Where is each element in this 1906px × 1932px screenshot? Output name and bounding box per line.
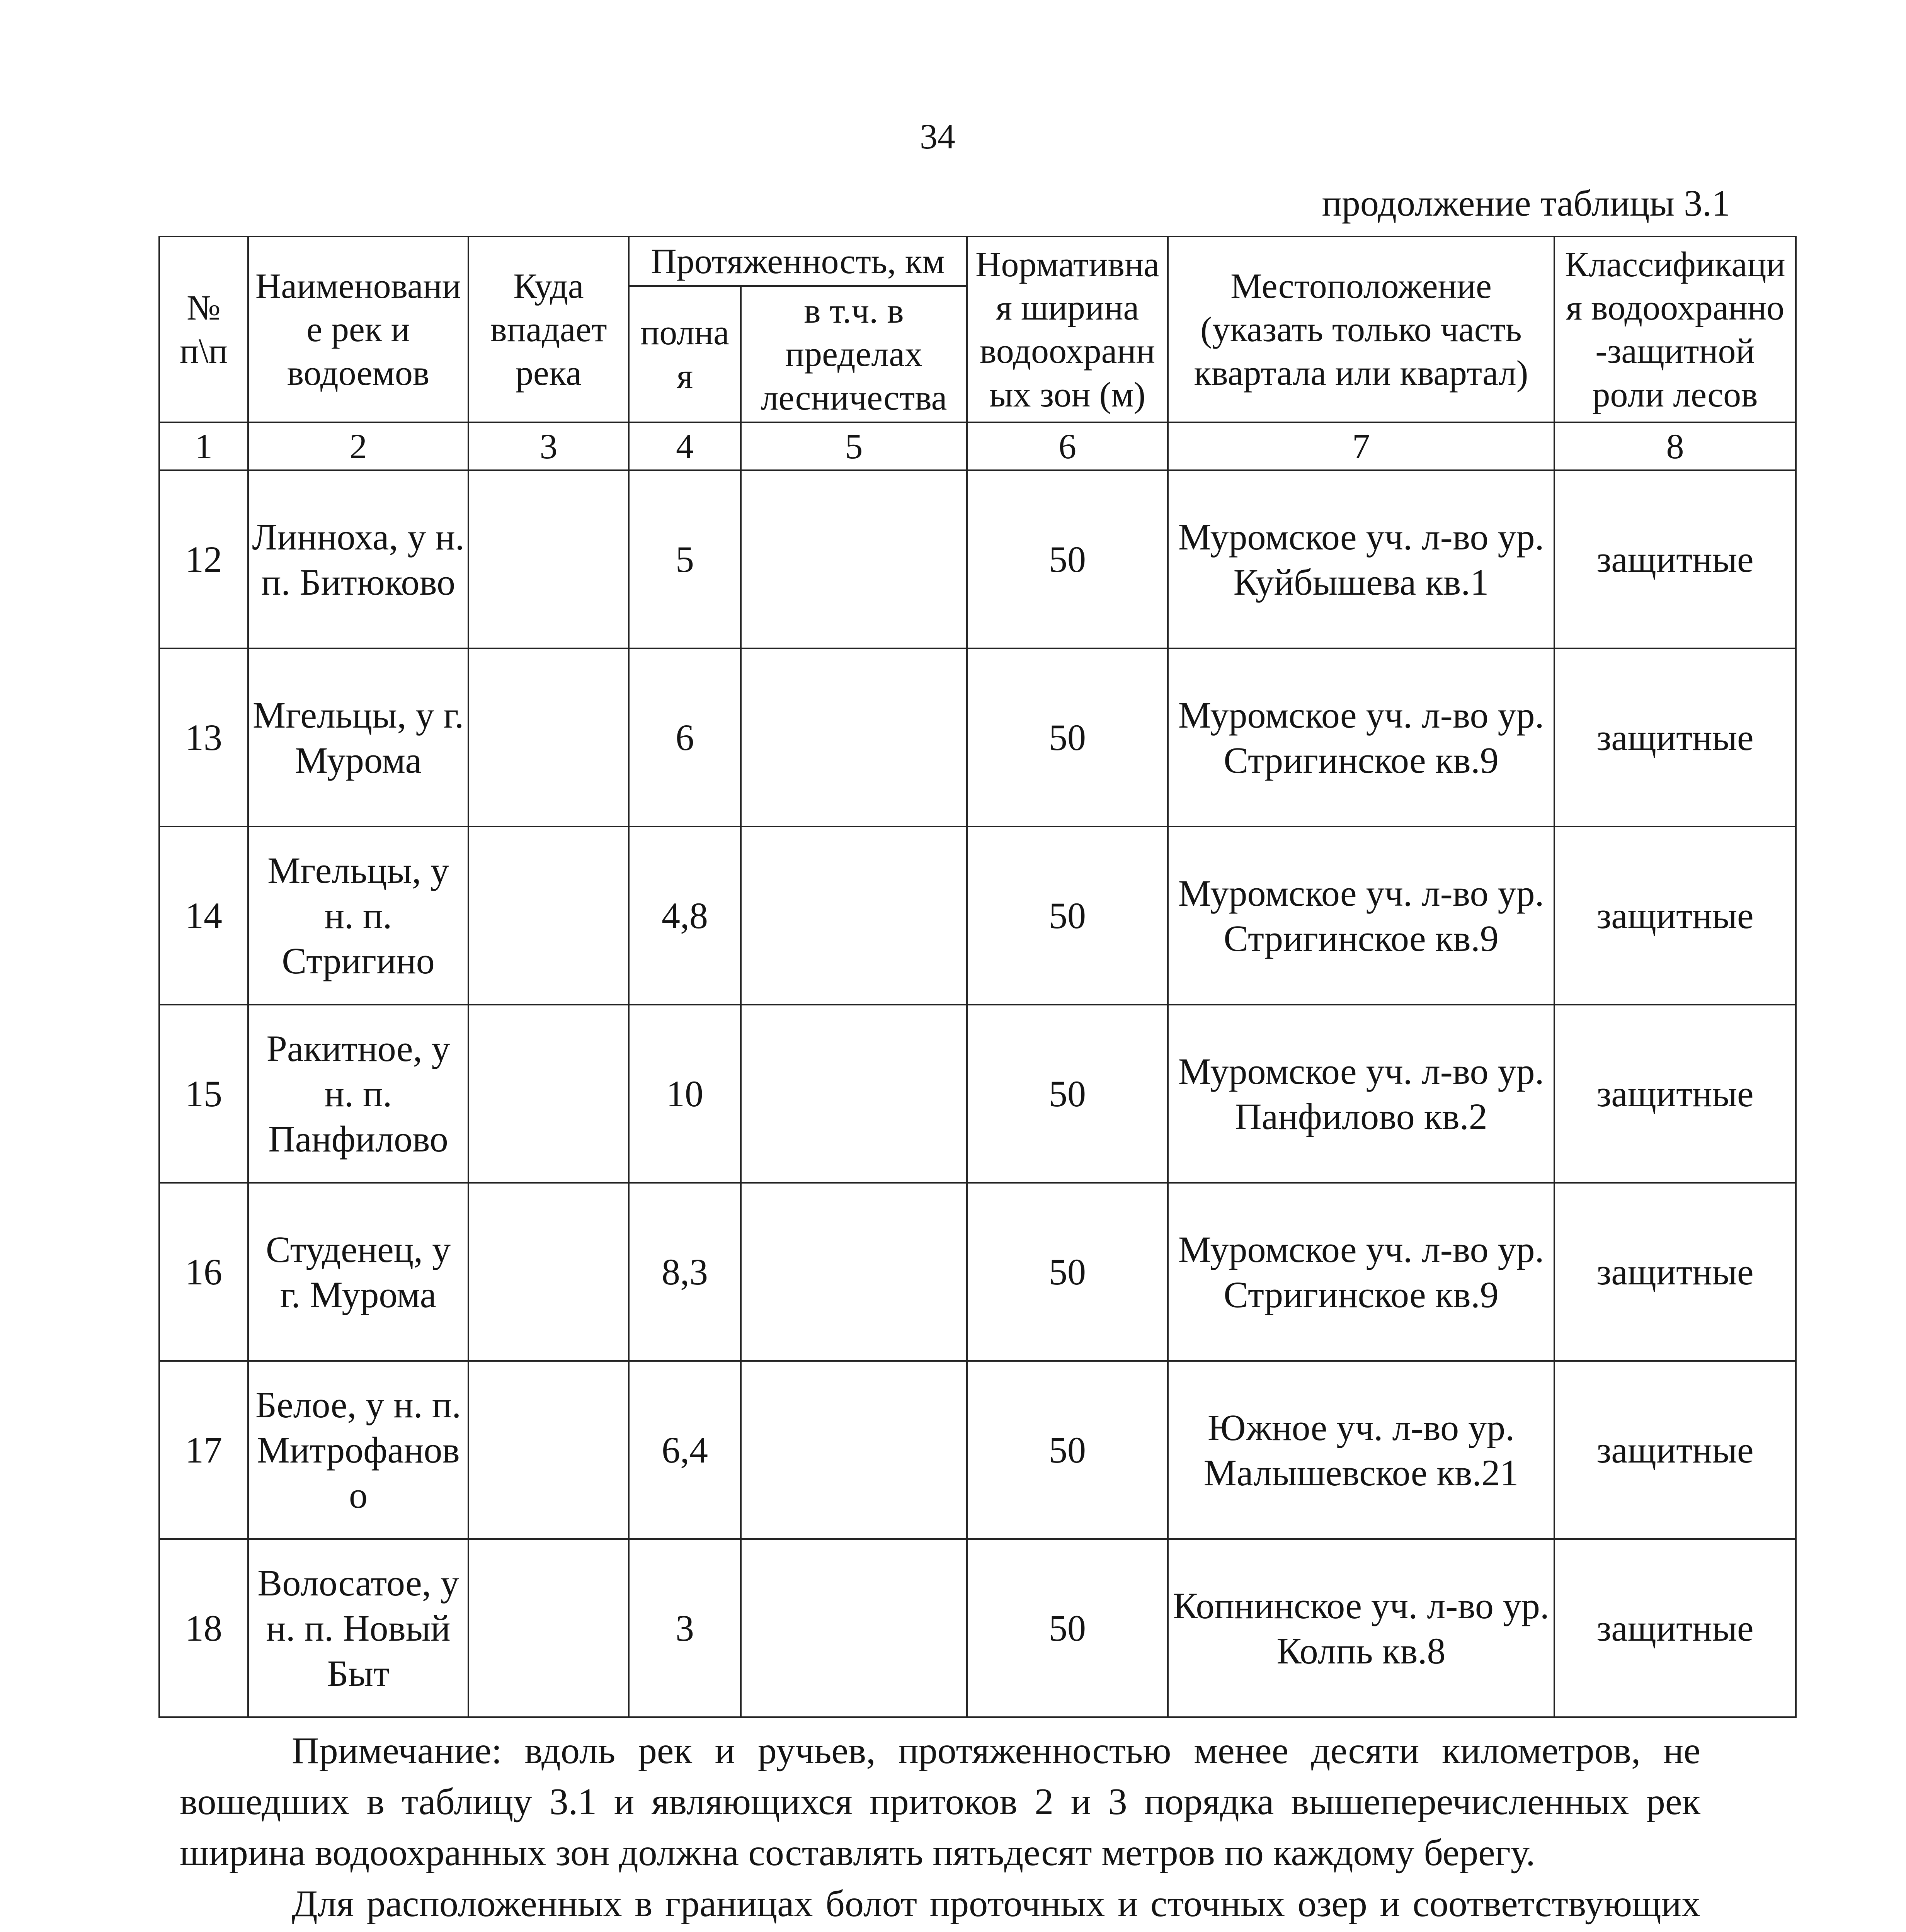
header-outflow: Куда впадает река [468,236,629,422]
cell-number: 14 [159,827,248,1005]
cell-length-full: 6,4 [629,1361,741,1539]
cell-width: 50 [967,648,1168,827]
cell-width: 50 [967,1005,1168,1183]
cell-length-full: 5 [629,470,741,648]
cell-location: Копнинское уч. л-во ур. Колпь кв.8 [1168,1539,1554,1717]
header-length-within: в т.ч. в пределах лесничества [741,286,967,422]
cell-number: 13 [159,648,248,827]
cell-outflow [468,1361,629,1539]
cell-outflow [468,648,629,827]
cell-length-within [741,648,967,827]
cell-location: Муромское уч. л-во ур. Куйбышева кв.1 [1168,470,1554,648]
water-bodies-table [158,236,1797,1718]
cell-length-full: 8,3 [629,1183,741,1361]
cell-outflow [468,827,629,1005]
header-number: № п\п [159,236,248,422]
note-paragraph: Для расположенных в границах болот проточных и сточных озер и соответствующих [292,1883,1700,1925]
cell-name: Линноха, у н. п. Битюково [248,470,468,648]
cell-location: Муромское уч. л-во ур. Стригинское кв.9 [1168,648,1554,827]
page-number: 34 [920,117,955,156]
cell-outflow [468,1539,629,1717]
table-row [159,648,1796,827]
column-number: 7 [1168,422,1554,470]
header-classification: Классификация водоохранно -защитной роли лесов [1554,236,1796,422]
cell-location: Муромское уч. л-во ур. Стригинское кв.9 [1168,1183,1554,1361]
cell-classification: защитные [1554,1005,1796,1183]
header-name: Наименование рек и водоемов [248,236,468,422]
cell-classification: защитные [1554,470,1796,648]
cell-location: Муромское уч. л-во ур. Панфилово кв.2 [1168,1005,1554,1183]
cell-number: 17 [159,1361,248,1539]
column-number: 5 [741,422,967,470]
column-number: 6 [967,422,1168,470]
cell-length-within [741,1005,967,1183]
table-continuation-label: продолжение таблицы 3.1 [1322,182,1730,224]
cell-length-within [741,827,967,1005]
table-row [159,1183,1796,1361]
cell-number: 16 [159,1183,248,1361]
cell-outflow [468,1183,629,1361]
cell-number: 15 [159,1005,248,1183]
cell-length-within [741,1361,967,1539]
cell-outflow [468,1005,629,1183]
cell-width: 50 [967,827,1168,1005]
header-length-full: полная [629,286,741,422]
table-row [159,1005,1796,1183]
cell-name: Мгельцы, у н. п. Стригино [248,827,468,1005]
table-row [159,1539,1796,1717]
column-number: 2 [248,422,468,470]
cell-location: Южное уч. л-во ур. Малышевское кв.21 [1168,1361,1554,1539]
cell-classification: защитные [1554,1183,1796,1361]
cell-length-within [741,1183,967,1361]
column-number-row [159,422,1796,470]
cell-classification: защитные [1554,648,1796,827]
cell-length-full: 4,8 [629,827,741,1005]
cell-number: 18 [159,1539,248,1717]
cell-length-within [741,1539,967,1717]
cell-location: Муромское уч. л-во ур. Стригинское кв.9 [1168,827,1554,1005]
table-row [159,827,1796,1005]
cell-classification: защитные [1554,1539,1796,1717]
table-row [159,470,1796,648]
cell-name: Ракитное, у н. п. Панфилово [248,1005,468,1183]
cell-name: Белое, у н. п. Митрофаново [248,1361,468,1539]
cell-outflow [468,470,629,648]
header-location: Местоположение (указать только часть квартала или квартал) [1168,236,1554,422]
cell-width: 50 [967,1539,1168,1717]
cell-classification: защитные [1554,1361,1796,1539]
column-number: 1 [159,422,248,470]
cell-width: 50 [967,1361,1168,1539]
header-width: Нормативная ширина водоохранных зон (м) [967,236,1168,422]
header-length: Протяженность, км [629,236,967,286]
note-paragraph: Примечание: вдоль рек и ручьев, протяженностью менее десяти километров, не вошедших в таблицу 3.1 и являющихся притоков 2 и 3 порядка вышеперечисленных рек ширина водоохранных зон должна составлять пятьдесят метров по каждому берегу. [180,1730,1700,1874]
table-header [159,236,1796,422]
cell-number: 12 [159,470,248,648]
cell-width: 50 [967,470,1168,648]
notes-section [180,1725,1700,1932]
cell-classification: защитные [1554,827,1796,1005]
cell-name: Студенец, у г. Мурома [248,1183,468,1361]
cell-length-full: 10 [629,1005,741,1183]
cell-width: 50 [967,1183,1168,1361]
column-number: 8 [1554,422,1796,470]
cell-name: Мгельцы, у г. Мурома [248,648,468,827]
cell-length-full: 6 [629,648,741,827]
cell-length-full: 3 [629,1539,741,1717]
column-number: 3 [468,422,629,470]
cell-name: Волосатое, у н. п. Новый Быт [248,1539,468,1717]
table-row [159,1361,1796,1539]
column-number: 4 [629,422,741,470]
cell-length-within [741,470,967,648]
